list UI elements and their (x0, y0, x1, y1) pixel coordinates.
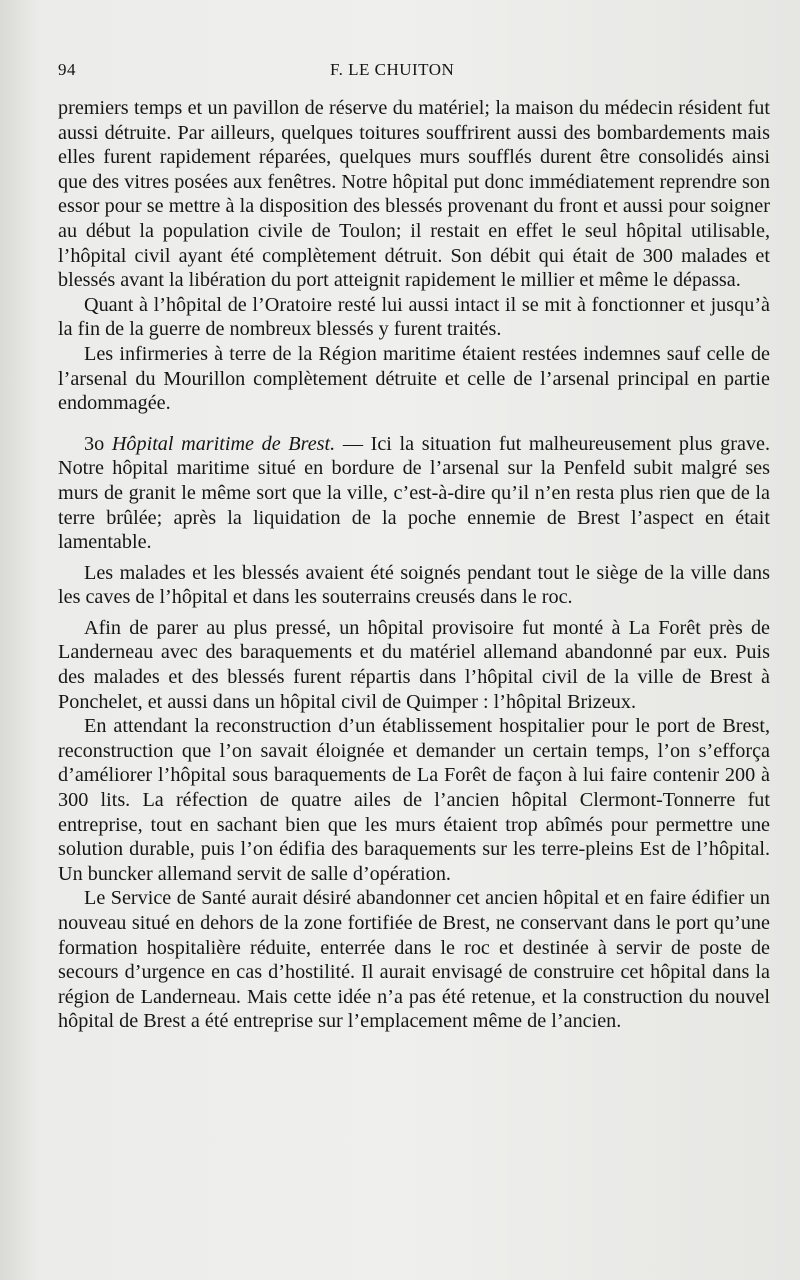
section-number: 3o (84, 432, 105, 455)
section-brest-paragraph (58, 432, 770, 555)
paragraph-continuation: premiers temps et un pavillon de réserve du matériel; la maison du médecin résident fut aussi détruite. Par ailleurs, quelques toitures souffrirent aussi des bombardements mais elles furent rapidement réparées, quelques murs soufflés durent être consolidés ainsi que des vitres posées aux fenêtres. Notre hôpital put donc immédiatement reprendre son essor pour se mettre à la disposition des blessés provenant du front et aussi pour soigner au début la population civile de Toulon; il restait en effet le seul hôpital utilisable, l’hôpital civil ayant été complètement détruit. Son débit qui était de 300 malades et blessés avant la libération du port atteignit rapidement le millier et même le dépassa. (58, 97, 770, 292)
paragraph-hopital-provisoire: Afin de parer au plus pressé, un hôpital provisoire fut monté à La Forêt près de Landerneau avec des baraquements et du matériel allemand abandonné par eux. Puis des malades et des blessés furent répartis dans l’hôpital civil de la ville de Brest à Ponchelet, et aussi dans un hôpital civil de Quimper : l’hôpital Brizeux. (58, 616, 770, 713)
page-number: 94 (58, 60, 76, 79)
running-title: F. LE CHUITON (330, 60, 455, 79)
running-head (58, 52, 770, 86)
paragraph-infirmeries: Les infirmeries à terre de la Région maritime étaient restées indemnes sauf celle de l’arsenal du Mourillon complètement détruite et celle de l’arsenal principal en partie endommagée. (58, 342, 770, 415)
body-text (58, 96, 770, 1034)
paragraph-caves: Les malades et les blessés avaient été soignés pendant tout le siège de la ville dans les caves de l’hôpital et dans les souterrains creusés dans le roc. (58, 561, 770, 609)
section-title: Hôpital maritime de Brest. (111, 432, 336, 455)
paragraph-oratoire: Quant à l’hôpital de l’Oratoire resté lui aussi intact il se mit à fonctionner et jusqu’à la fin de la guerre de nombreux blessés y furent traités. (58, 293, 770, 341)
paragraph-service-de-sante: Le Service de Santé aurait désiré abandonner cet ancien hôpital et en faire édifier un nouveau situé en dehors de la zone fortifiée de Brest, ne conservant dans le port qu’une formation hospitalière réduite, enterrée dans le roc et destinée à servir de poste de secours d’urgence en cas d’hostilité. Il aurait envisagé de construire cet hôpital dans la région de Landerneau. Mais cette idée n’a pas été retenue, et la construction du nouvel hôpital de Brest a été entreprise sur l’emplacement même de l’ancien. (58, 887, 770, 1033)
paragraph-reconstruction: En attendant la reconstruction d’un établissement hospitalier pour le port de Brest, reconstruction que l’on savait éloignée et demander un certain temps, l’on s’efforça d’améliorer l’hôpital sous baraquements de La Forêt de façon à lui faire contenir 200 à 300 lits. La réfection de quatre ailes de l’ancien hôpital Clermont-Tonnerre fut entreprise, tout en sachant bien que les murs étaient trop abîmés pour permettre une solution durable, puis l’on édifia des baraquements sur les terre-pleins Est de l’hôpital. Un buncker allemand servit de salle d’opération. (58, 715, 770, 885)
section-text: — Ici la situation fut malheureusement plus grave. Notre hôpital maritime situé en bordure de l’arsenal sur la Penfeld subit malgré ses murs de granit le même sort que la ville, c’est-à-dire qu’il n’en resta plus rien que de la terre brûlée; après la liquidation de la poche ennemie de Brest l’aspect en était lamentable. (58, 432, 771, 554)
